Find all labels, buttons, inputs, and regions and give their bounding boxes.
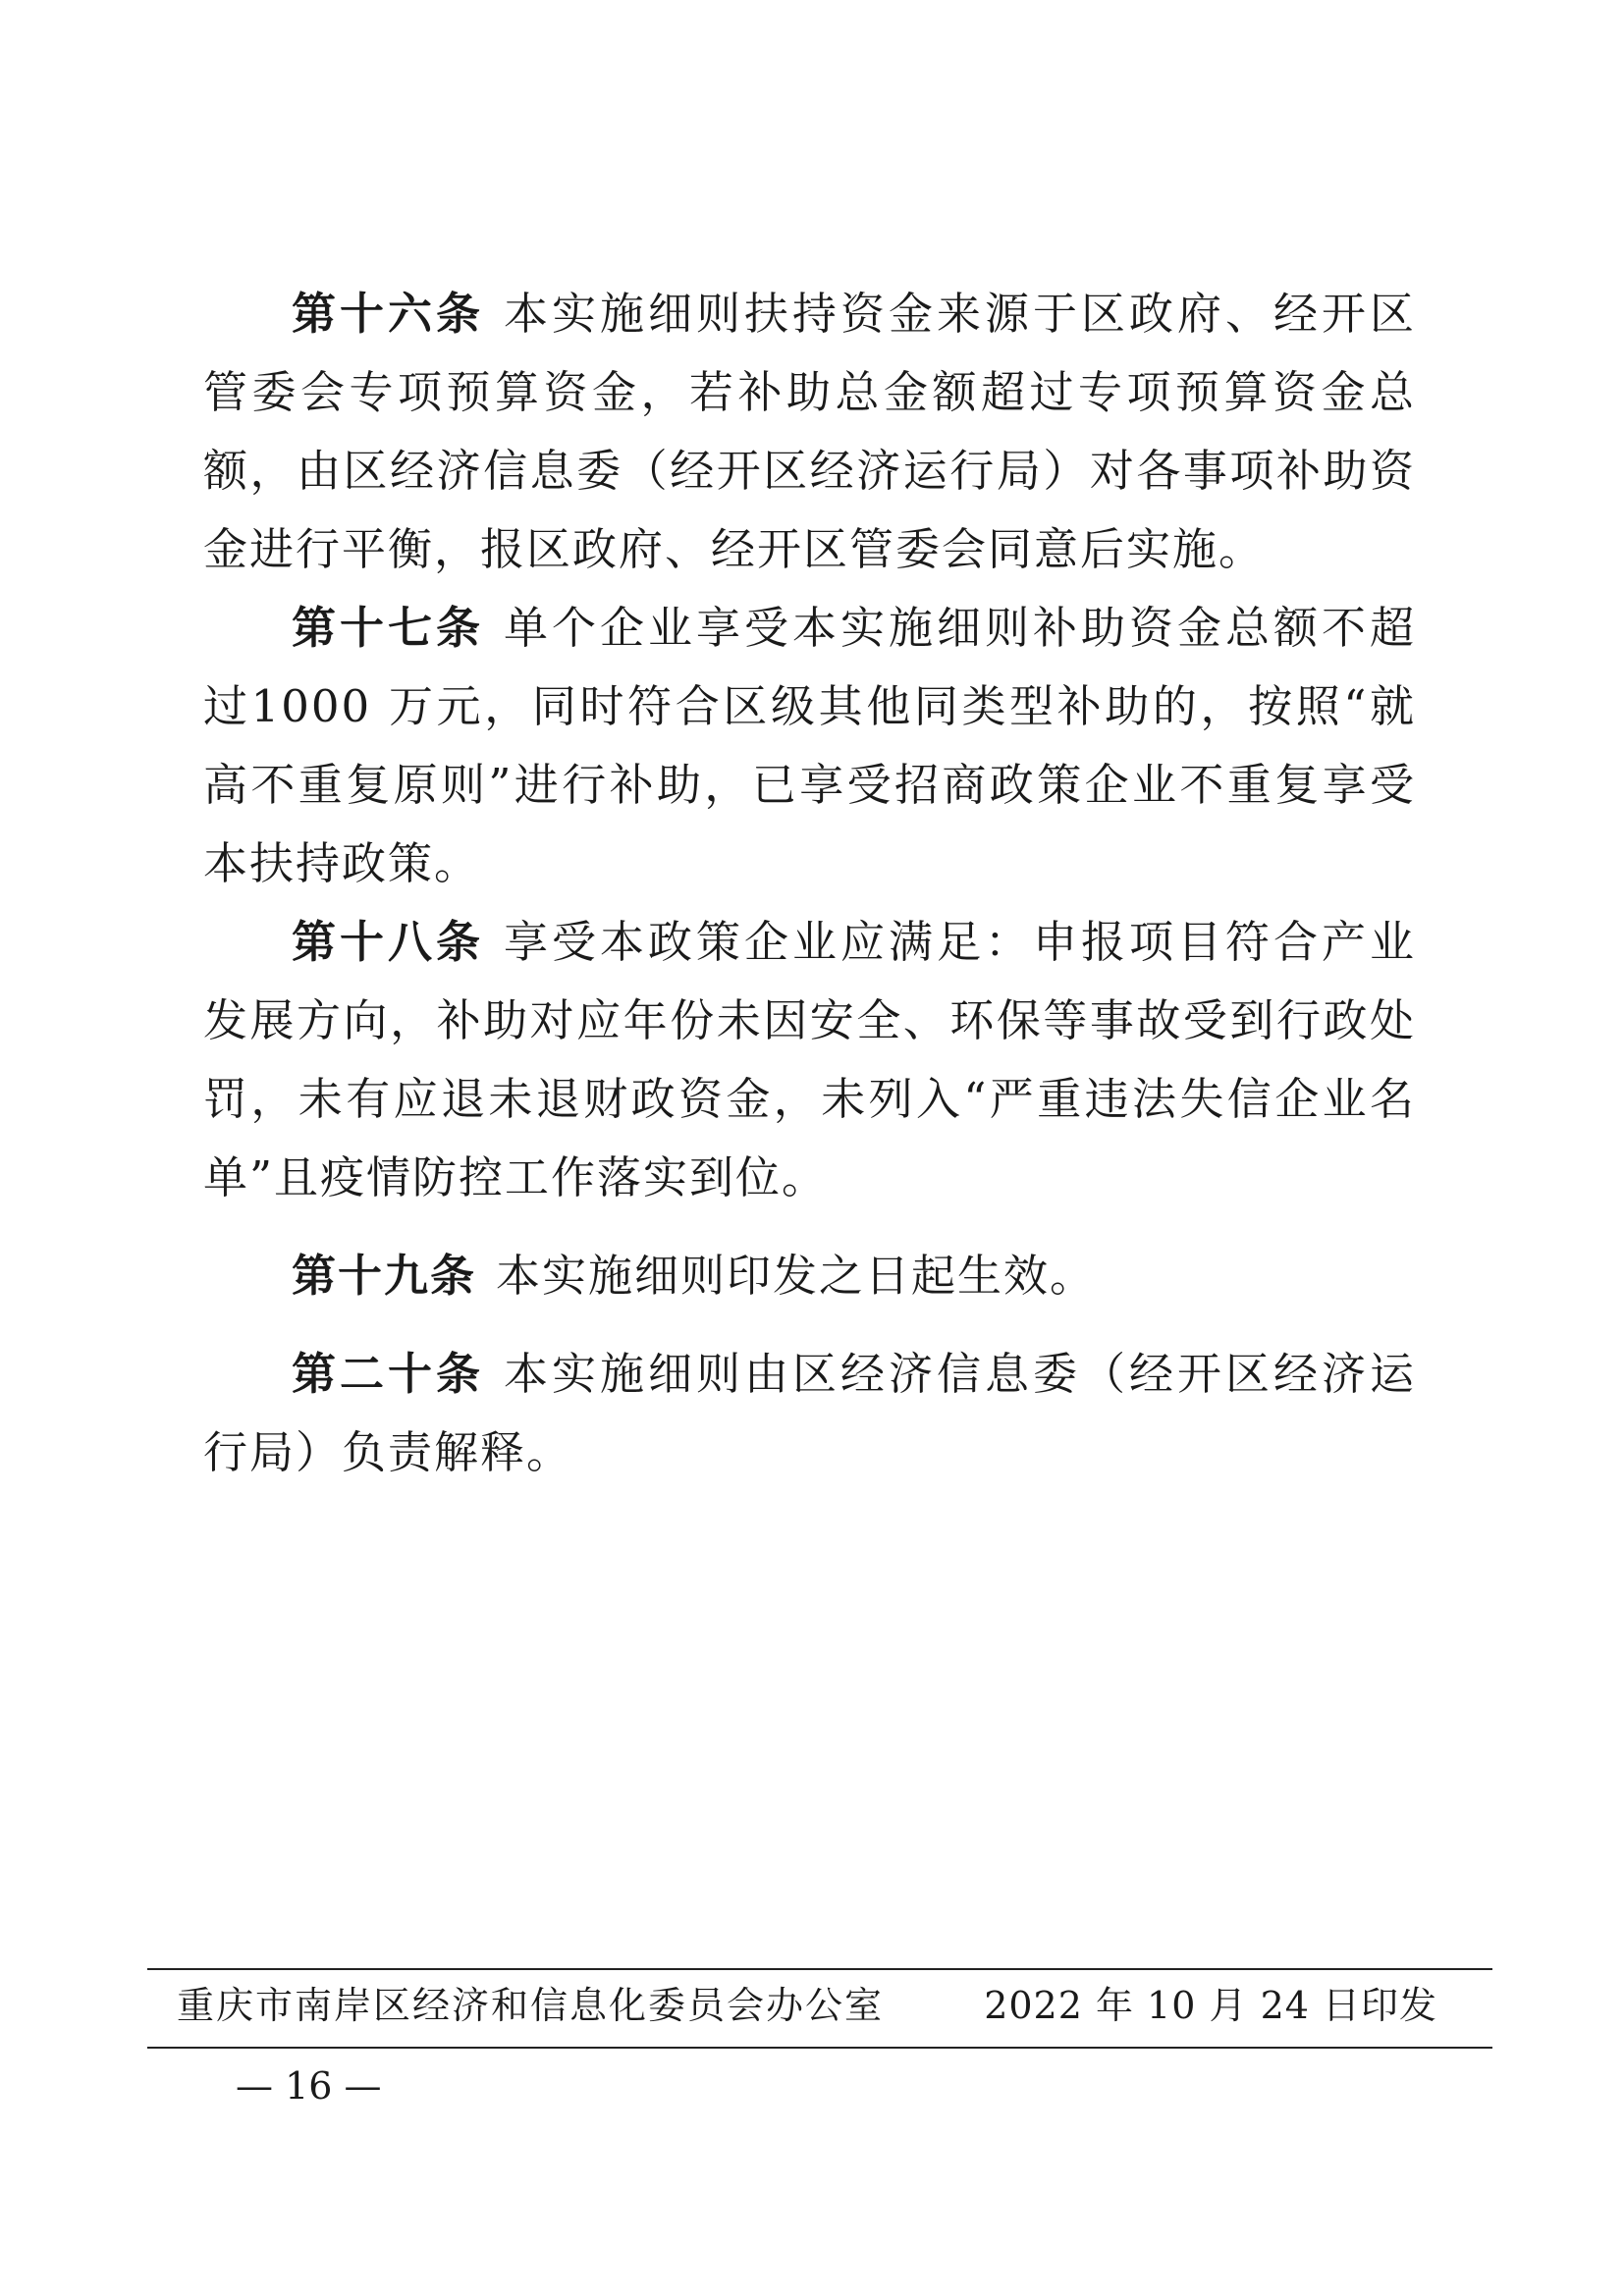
article-16	[203, 275, 1416, 589]
article-heading: 第十七条	[292, 602, 484, 654]
article-heading: 第十六条	[292, 288, 484, 340]
article-text: 享受本政策企业应满足：申报项目符合产业发展方向，补助对应年份未因安全、环保等事故受到行政处罚，未有应退未退财政资金，未列入“严重违法失信企业名单”且疫情防控工作落实到位。	[203, 916, 1416, 1203]
footer-issue-date: 2022 年 10 月 24 日印发	[984, 1984, 1437, 2027]
article-text: 本实施细则印发之日起生效。	[496, 1250, 1097, 1302]
article-20	[203, 1335, 1416, 1492]
page-number: — 16 —	[236, 2064, 382, 2108]
article-17	[203, 589, 1416, 903]
article-text: 本实施细则由区经济信息委（经开区经济运行局）负责解释。	[203, 1348, 1416, 1478]
article-19	[203, 1237, 1416, 1315]
article-heading: 第十八条	[292, 916, 484, 968]
footer-bottom-rule	[147, 2047, 1492, 2049]
article-heading: 第十九条	[292, 1250, 477, 1302]
article-text: 本实施细则扶持资金来源于区政府、经开区管委会专项预算资金，若补助总金额超过专项预算资金总额，由区经济信息委（经开区经济运行局）对各事项补助资金进行平衡，报区政府、经开区管委会同意后实施。	[203, 288, 1416, 575]
footer-issuer: 重庆市南岸区经济和信息化委员会办公室	[177, 1984, 885, 2027]
article-heading: 第二十条	[292, 1348, 484, 1400]
article-18	[203, 903, 1416, 1217]
document-body	[203, 275, 1416, 1492]
article-text: 单个企业享受本实施细则补助资金总额不超过1000 万元，同时符合区级其他同类型补助的，按照“就高不重复原则”进行补助，已享受招商政策企业不重复享受本扶持政策。	[203, 602, 1416, 889]
footer-top-rule	[147, 1968, 1492, 1970]
